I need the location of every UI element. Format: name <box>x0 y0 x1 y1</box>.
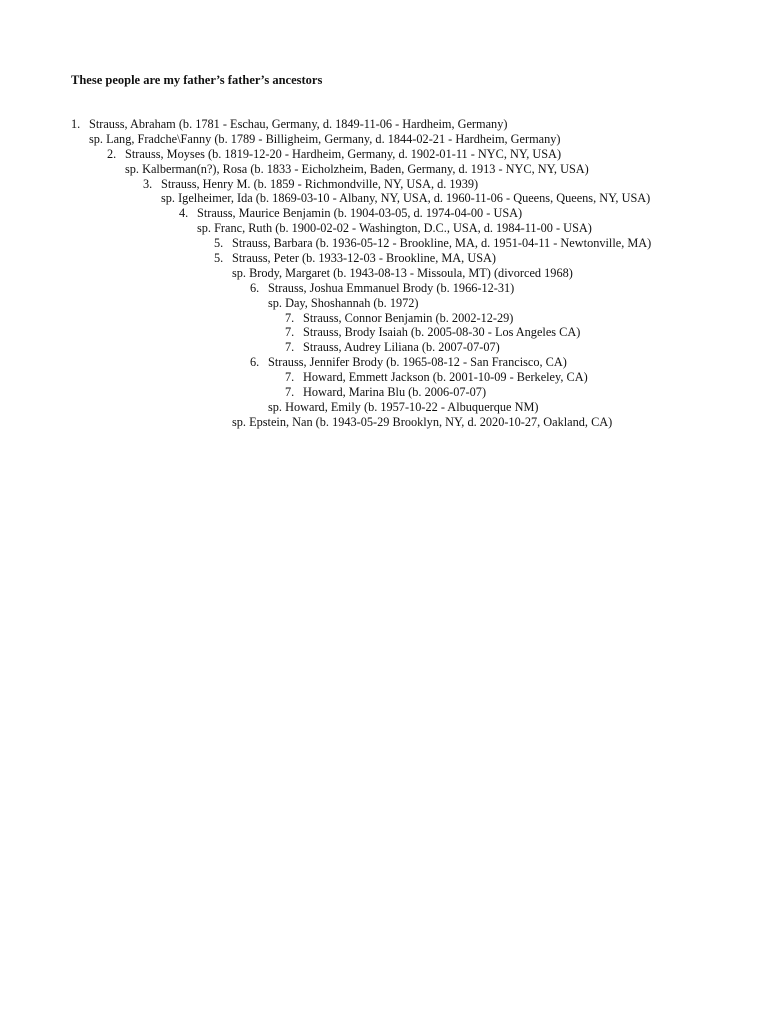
list-item <box>0 355 768 370</box>
generation-number: 5. <box>214 251 224 266</box>
generation-number: 6. <box>250 355 260 370</box>
person-entry: Strauss, Maurice Benjamin (b. 1904-03-05, d. 1974-04-00 - USA) <box>197 206 523 221</box>
list-item <box>0 191 768 206</box>
person-entry: Strauss, Henry M. (b. 1859 - Richmondville, NY, USA, d. 1939) <box>161 176 479 191</box>
generation-number: 5. <box>214 236 224 251</box>
list-item <box>0 236 768 251</box>
person-entry: Strauss, Brody Isaiah (b. 2005-08-30 - Los Angeles CA) <box>303 325 581 340</box>
spouse-entry: sp. Howard, Emily (b. 1957-10-22 - Albuquerque NM) <box>268 399 539 414</box>
spouse-entry: sp. Epstein, Nan (b. 1943-05-29 Brooklyn, NY, d. 2020-10-27, Oakland, CA) <box>232 414 613 429</box>
list-item <box>0 296 768 311</box>
list-item <box>0 117 768 132</box>
person-entry: Howard, Marina Blu (b. 2006-07-07) <box>303 385 487 400</box>
person-entry: Strauss, Peter (b. 1933-12-03 - Brookline, MA, USA) <box>232 251 497 266</box>
list-item <box>0 281 768 296</box>
list-item <box>0 325 768 340</box>
spouse-entry: sp. Igelheimer, Ida (b. 1869-03-10 - Albany, NY, USA, d. 1960-11-06 - Queens, Queens, NY, USA) <box>161 191 651 206</box>
person-entry: Strauss, Connor Benjamin (b. 2002-12-29) <box>303 310 514 325</box>
list-item <box>0 400 768 415</box>
list-item <box>0 266 768 281</box>
generation-number: 3. <box>143 176 153 191</box>
spouse-entry: sp. Lang, Fradche\Fanny (b. 1789 - Billigheim, Germany, d. 1844-02-21 - Hardheim, Germany) <box>89 131 561 146</box>
generation-number: 7. <box>285 325 295 340</box>
person-entry: Strauss, Jennifer Brody (b. 1965-08-12 - San Francisco, CA) <box>268 355 567 370</box>
list-item <box>0 206 768 221</box>
list-item <box>0 251 768 266</box>
document-title: These people are my father’s father’s ancestors <box>71 73 323 87</box>
generation-number: 6. <box>250 280 260 295</box>
generation-number: 2. <box>107 146 117 161</box>
list-item <box>0 132 768 147</box>
list-item <box>0 340 768 355</box>
list-item <box>0 147 768 162</box>
person-entry: Strauss, Joshua Emmanuel Brody (b. 1966-12-31) <box>268 280 515 295</box>
spouse-entry: sp. Brody, Margaret (b. 1943-08-13 - Missoula, MT) (divorced 1968) <box>232 265 573 280</box>
spouse-entry: sp. Franc, Ruth (b. 1900-02-02 - Washington, D.C., USA, d. 1984-11-00 - USA) <box>197 221 592 236</box>
spouse-entry: sp. Kalberman(n?), Rosa (b. 1833 - Eicholzheim, Baden, Germany, d. 1913 - NYC, NY, USA) <box>125 161 589 176</box>
list-item <box>0 385 768 400</box>
list-item <box>0 177 768 192</box>
person-entry: Strauss, Barbara (b. 1936-05-12 - Brookline, MA, d. 1951-04-11 - Newtonville, MA) <box>232 236 652 251</box>
list-item <box>0 162 768 177</box>
list-item <box>0 415 768 430</box>
person-entry: Strauss, Abraham (b. 1781 - Eschau, Germany, d. 1849-11-06 - Hardheim, Germany) <box>89 117 508 131</box>
generation-number: 1. <box>71 117 81 131</box>
generation-number: 4. <box>179 206 189 221</box>
list-item <box>0 221 768 236</box>
generation-number: 7. <box>285 370 295 385</box>
person-entry: Strauss, Audrey Liliana (b. 2007-07-07) <box>303 340 500 355</box>
person-entry: Strauss, Moyses (b. 1819-12-20 - Hardheim, Germany, d. 1902-01-11 - NYC, NY, USA) <box>125 146 562 161</box>
generation-number: 7. <box>285 340 295 355</box>
list-item <box>0 311 768 326</box>
generation-number: 7. <box>285 385 295 400</box>
generation-number: 7. <box>285 310 295 325</box>
list-item <box>0 370 768 385</box>
person-entry: Howard, Emmett Jackson (b. 2001-10-09 - Berkeley, CA) <box>303 370 588 385</box>
spouse-entry: sp. Day, Shoshannah (b. 1972) <box>268 295 419 310</box>
ancestor-tree <box>0 117 768 430</box>
